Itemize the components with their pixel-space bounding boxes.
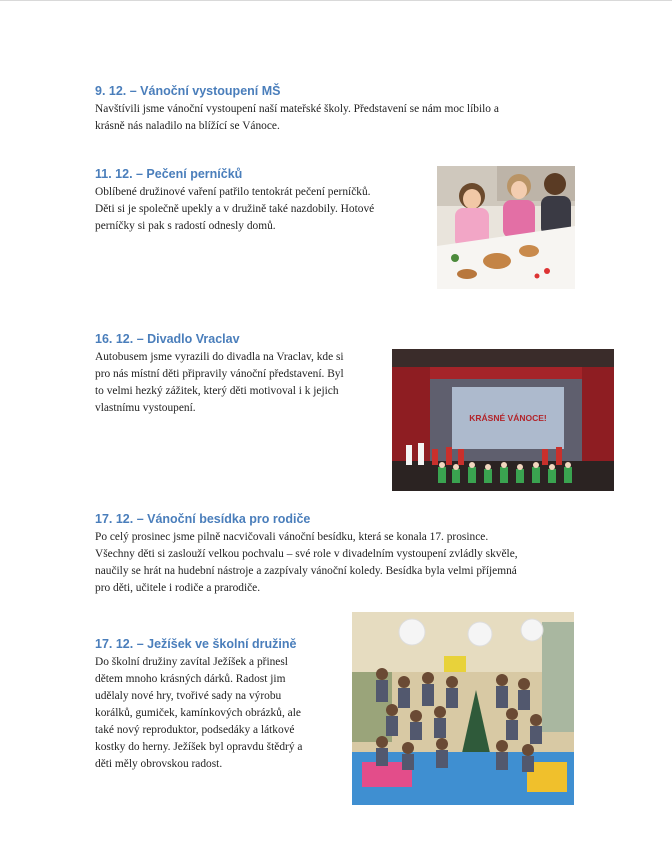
photo-gingerbread-baking: [437, 166, 575, 289]
text-line: naučily se hrát na hudební nástroje a zazpívaly vánoční koledy. Besídka byla velmi příjemná: [95, 565, 517, 577]
section-text: [95, 184, 425, 235]
text-line: dětem mnoho krásných dárků. Radost jim: [95, 673, 286, 685]
text-line: krásně nás naladilo na blížící se Vánoce.: [95, 120, 280, 132]
text-line: to velmi hezký zážitek, který děti motivoval i k jejich: [95, 385, 339, 397]
page-top-border: [0, 0, 672, 1]
text-line: kostky do herny. Ježíšek byl opravdu štědrý a: [95, 741, 303, 753]
text-line: korálků, gumiček, kamínkových obrázků, ale: [95, 707, 301, 719]
section-title: 17. 12. – Vánoční besídka pro rodiče: [95, 512, 311, 526]
photo-jezisek-group: [352, 612, 574, 805]
section-ms-performance: [95, 83, 575, 135]
section-gingerbread: [95, 166, 425, 235]
text-line: pro děti, učitele i rodiče a prarodiče.: [95, 582, 261, 594]
section-text: [95, 654, 345, 773]
section-title: 16. 12. – Divadlo Vraclav: [95, 332, 240, 346]
section-text: [95, 349, 385, 417]
photo-theatre-stage: [392, 349, 614, 491]
section-title: 17. 12. – Ježíšek ve školní družině: [95, 637, 297, 651]
text-line: také nový reproduktor, podsedáky a látkové: [95, 724, 295, 736]
text-line: perníčky si pak s radostí odnesly domů.: [95, 220, 276, 232]
section-title: 11. 12. – Pečení perníčků: [95, 167, 243, 181]
text-line: Po celý prosinec jsme pilně nacvičovali vánoční besídku, která se konala 17. prosince.: [95, 531, 489, 543]
text-line: děti měly obrovskou radost.: [95, 758, 223, 770]
section-jezisek: [95, 636, 345, 773]
text-line: Oblíbené družinové vaření patřilo tentokrát pečení perníčků.: [95, 186, 371, 198]
text-line: vlastnímu vystoupení.: [95, 402, 196, 414]
theatre-screen-text: KRÁSNÉ VÁNOCE!: [469, 413, 547, 423]
text-line: Navštívili jsme vánoční vystoupení naší mateřské školy. Představení se nám moc líbilo a: [95, 103, 499, 115]
section-parents-party: [95, 511, 595, 597]
text-line: Do školní družiny zavítal Ježíšek a přinesl: [95, 656, 288, 668]
text-line: udělaly nové hry, tvořivé sady na výrobu: [95, 690, 282, 702]
text-line: Všechny děti si zaslouží velkou pochvalu – své role v divadelním vystoupení zvládly skvěle,: [95, 548, 518, 560]
section-text: [95, 101, 575, 135]
text-line: Autobusem jsme vyrazili do divadla na Vraclav, kde si: [95, 351, 344, 363]
section-theatre-vraclav: [95, 331, 385, 417]
section-title: 9. 12. – Vánoční vystoupení MŠ: [95, 84, 281, 98]
text-line: Děti si je společně upekly a v družině také nazdobily. Hotové: [95, 203, 375, 215]
section-text: [95, 529, 595, 597]
text-line: pro nás místní děti připravily vánoční představení. Byl: [95, 368, 344, 380]
